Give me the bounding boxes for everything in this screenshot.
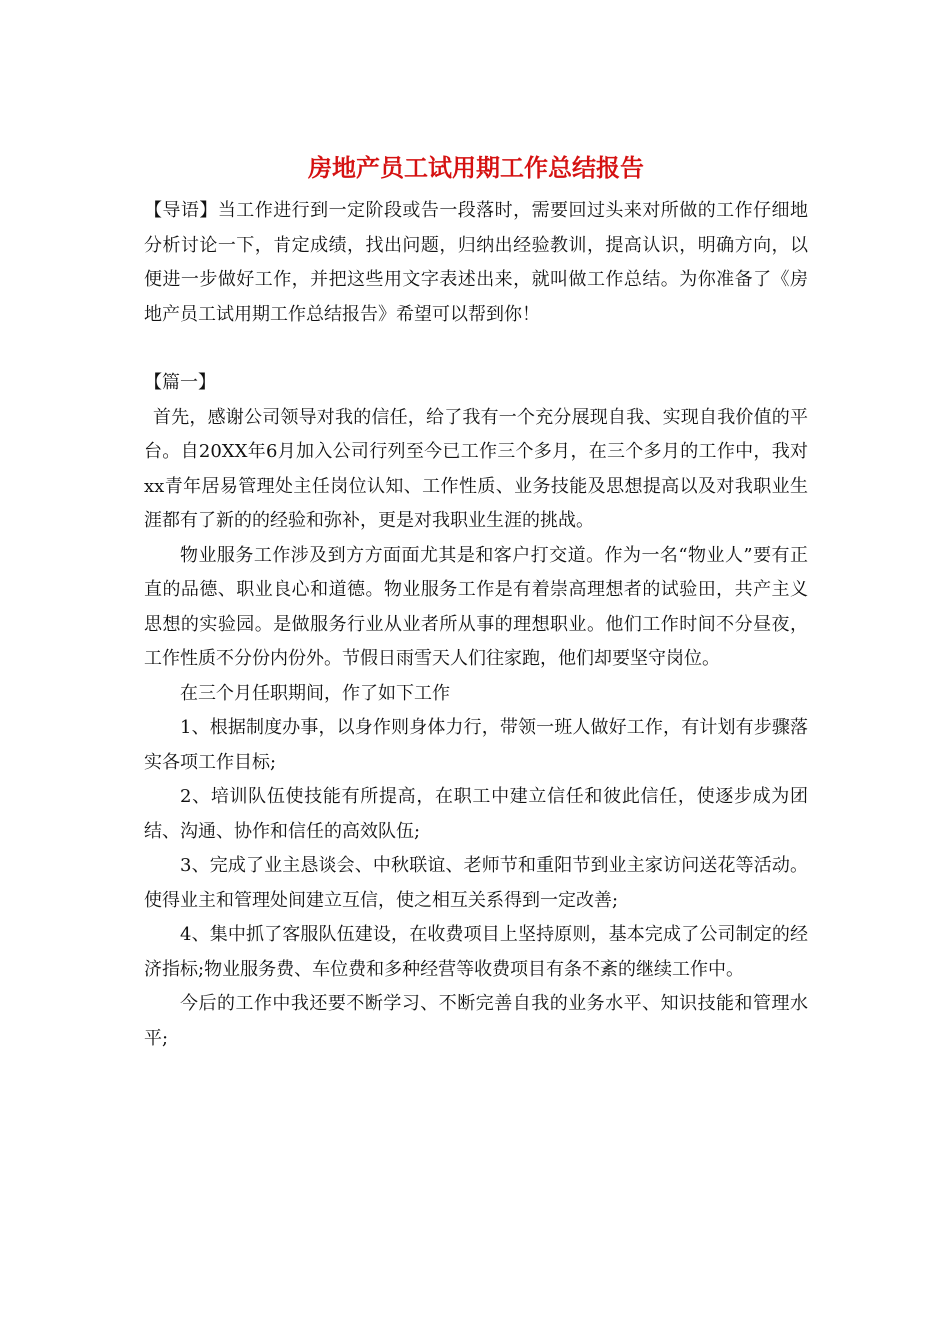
list-item: 1、根据制度办事，以身作则身体力行，带领一班人做好工作，有计划有步骤落实各项工作目标;: [144, 717, 808, 773]
body-paragraph: 首先，感谢公司领导对我的信任，给了我有一个充分展现自我、实现自我价值的平台。自20XX年6月加入公司行列至今已工作三个多月，在三个多月的工作中，我对xx青年居易管理处主任岗位认知、工作性质、业务技能及思想提高以及对我职业生涯都有了新的的经验和弥补，更是对我职业生涯的挑战。: [144, 406, 808, 531]
body-paragraph: 在三个月任职期间，作了如下工作: [180, 682, 450, 704]
body-paragraph: 今后的工作中我还要不断学习、不断完善自我的业务水平、知识技能和管理水平;: [144, 993, 808, 1049]
list-item: 3、完成了业主恳谈会、中秋联谊、老师节和重阳节到业主家访问送花等活动。使得业主和管理处间建立互信，使之相互关系得到一定改善;: [144, 855, 808, 911]
intro-paragraph: 【导语】当工作进行到一定阶段或告一段落时，需要回过头来对所做的工作仔细地分析讨论一下，肯定成绩，找出问题，归纳出经验教训，提高认识，明确方向，以便进一步做好工作，并把这些用文字表述出来，就叫做工作总结。为你准备了《房地产员工试用期工作总结报告》希望可以帮到你！: [144, 200, 808, 325]
document-title: 房地产员工试用期工作总结报告: [308, 153, 644, 182]
section-heading: 【篇一】: [144, 372, 216, 393]
list-item: 2、培训队伍使技能有所提高，在职工中建立信任和彼此信任，使逐步成为团结、沟通、协作和信任的高效队伍;: [144, 786, 808, 842]
list-item: 4、集中抓了客服队伍建设，在收费项目上坚持原则，基本完成了公司制定的经济指标;物业服务费、车位费和多种经营等收费项目有条不紊的继续工作中。: [144, 924, 808, 980]
blank-line: [144, 332, 808, 366]
body-paragraph: 物业服务工作涉及到方方面面尤其是和客户打交道。作为一名“物业人”要有正直的品德、职业良心和道德。物业服务工作是有着崇高理想者的试验田，共产主义思想的实验园。是做服务行业从业者所从事的理想职业。他们工作时间不分昼夜，工作性质不分份内份外。节假日雨雪天人们往家跑，他们却要坚守岗位。: [144, 544, 808, 669]
document-content: [144, 148, 808, 1056]
